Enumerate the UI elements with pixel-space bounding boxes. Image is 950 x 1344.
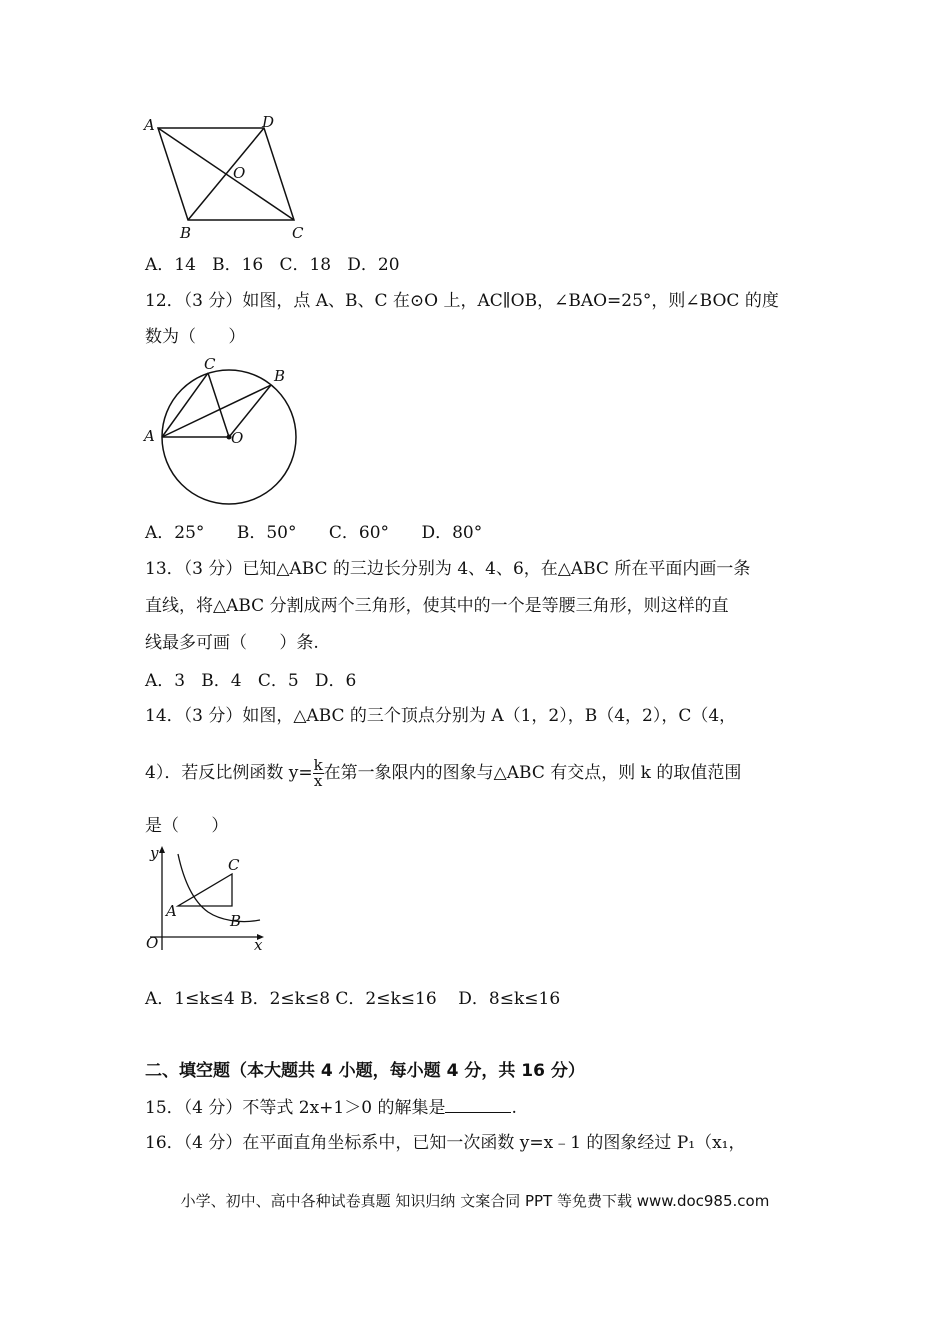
q14-options: A．1≤k≤4 B．2≤k≤8 C．2≤k≤16 D．8≤k≤16 [145, 989, 561, 1009]
q12-line1: 12．（3 分）如图，点 A、B、C 在⊙O 上，AC∥OB，∠BAO=25°，则∠BOC 的度 [145, 291, 779, 311]
q15-end: . [511, 1098, 517, 1118]
q14-line2-start: 4）．若反比例函数 y= [145, 763, 313, 783]
fraction-denominator: x [313, 772, 323, 790]
label-O: O [233, 164, 246, 182]
q11-options: A．14 B．16 C．18 D．20 [145, 255, 400, 275]
label-B: B [230, 912, 242, 930]
label-B: B [274, 367, 286, 385]
label-y: y [150, 844, 159, 862]
label-A: A [144, 116, 155, 134]
q14-line2-end: 在第一象限内的图象与△ABC 有交点，则 k 的取值范围 [323, 763, 742, 783]
q13-options: A．3 B．4 C．5 D．6 [145, 671, 357, 691]
label-x: x [254, 936, 263, 954]
label-C: C [228, 856, 240, 874]
label-D: D [262, 113, 275, 131]
label-C: C [204, 355, 216, 373]
label-O: O [231, 429, 244, 447]
parallelogram-figure [140, 112, 320, 244]
label-A: A [166, 902, 177, 920]
q12-options: A．25° B．50° C．60° D．80° [145, 523, 483, 543]
q13-line2: 直线，将△ABC 分割成两个三角形，使其中的一个是等腰三角形，则这样的直 [145, 596, 729, 616]
label-O: O [146, 934, 159, 952]
q14-line3: 是（ ） [145, 816, 229, 836]
page-footer: 小学、初中、高中各种试卷真题 知识归纳 文案合同 PPT 等免费下载 www.doc985.com [180, 1192, 770, 1210]
fraction-numerator: k [313, 756, 323, 774]
label-B: B [180, 224, 192, 242]
fraction-k-over-x [313, 758, 324, 789]
circle-figure [140, 355, 310, 510]
label-C: C [292, 224, 304, 242]
q13-line1: 13．（3 分）已知△ABC 的三边长分别为 4、4、6，在△ABC 所在平面内画一条 [145, 559, 751, 579]
q15-line [145, 1096, 517, 1119]
q14-line1: 14．（3 分）如图，△ABC 的三个顶点分别为 A（1，2），B（4，2），C（4， [145, 706, 737, 726]
q15-text: 15．（4 分）不等式 2x+1＞0 的解集是 [145, 1098, 446, 1118]
answer-blank [445, 1096, 511, 1113]
q12-line2: 数为（ ） [145, 327, 246, 347]
q16-line1: 16．（4 分）在平面直角坐标系中，已知一次函数 y=x﹣1 的图象经过 P₁（x₁， [145, 1133, 746, 1153]
section2-title: 二、填空题（本大题共 4 小题，每小题 4 分，共 16 分） [145, 1061, 585, 1081]
label-A: A [144, 427, 155, 445]
q14-line2 [145, 758, 741, 789]
coordinate-graph-figure [140, 842, 270, 954]
q13-line3: 线最多可画（ ）条. [145, 633, 319, 653]
